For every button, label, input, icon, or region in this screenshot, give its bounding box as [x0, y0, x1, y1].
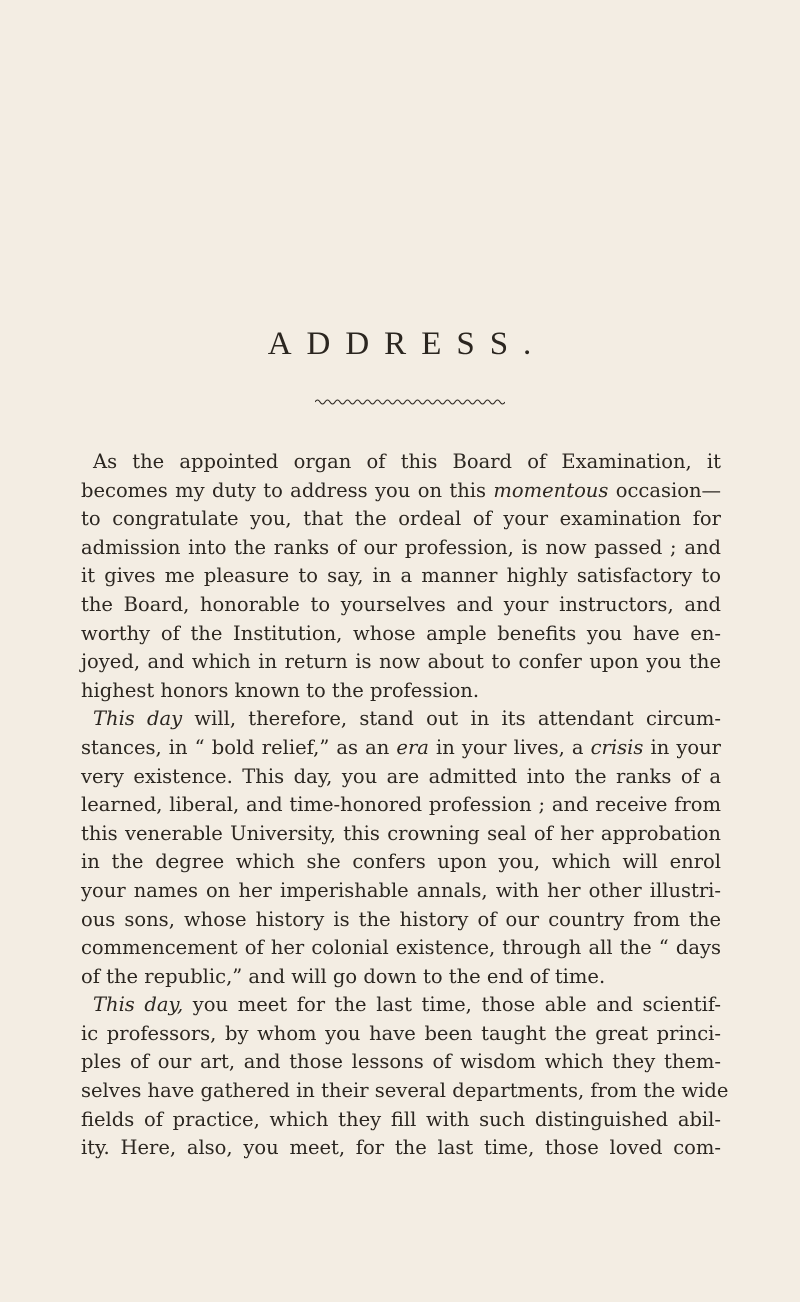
- text-line: [81, 877, 721, 906]
- text-segment: occasion—: [608, 478, 721, 502]
- text-segment: to congratulate you, that the ordeal of your examination for: [81, 507, 721, 531]
- paragraph: [81, 448, 721, 705]
- italic-text: era: [396, 735, 429, 759]
- italic-text: momentous: [493, 478, 609, 502]
- italic-text: This day,: [93, 993, 184, 1017]
- text-line: [81, 534, 721, 563]
- text-segment: admission into the ranks of our profession, is now passed ; and: [81, 535, 721, 559]
- text-line: [81, 1134, 721, 1163]
- wavy-rule-ornament: [315, 398, 505, 406]
- text-segment: ic professors, by whom you have been taught the great princi-: [81, 1021, 721, 1045]
- text-line: [81, 505, 721, 534]
- text-segment: As the appointed organ of this Board of Examination, it: [93, 450, 721, 473]
- text-segment: this venerable University, this crowning seal of her approbation: [81, 821, 721, 845]
- text-segment: your names on her imperishable annals, with her other illustri-: [81, 878, 721, 902]
- text-line: [81, 648, 721, 677]
- text-segment: commencement of her colonial existence, through all the “ days: [81, 936, 721, 960]
- text-segment: of the republic,” and will go down to the end of time.: [81, 964, 606, 988]
- text-line: [81, 448, 721, 477]
- text-line: [81, 991, 721, 1020]
- text-segment: fields of practice, which they fill with such distinguished abil-: [81, 1107, 721, 1131]
- text-segment: stances, in “ bold relief,” as an: [81, 735, 397, 759]
- text-line: [81, 1048, 721, 1077]
- page-title: ADDRESS.: [267, 326, 547, 362]
- paragraph: [81, 705, 721, 991]
- text-line: [81, 763, 721, 792]
- text-line: [81, 820, 721, 849]
- text-segment: will, therefore, stand out in its attendant circum-: [182, 707, 721, 731]
- text-line: [81, 1077, 729, 1106]
- text-line: [81, 477, 721, 506]
- text-line: [81, 1020, 721, 1049]
- text-segment: ity. Here, also, you meet, for the last time, those loved com-: [81, 1136, 721, 1160]
- text-line: [81, 620, 721, 649]
- text-segment: highest honors known to the profession.: [81, 678, 480, 702]
- address-body-text: [81, 448, 729, 1163]
- text-line: [81, 963, 721, 992]
- text-segment: in your: [643, 735, 721, 759]
- text-segment: the Board, honorable to yourselves and your instructors, and: [81, 592, 721, 616]
- text-line: [81, 677, 721, 706]
- text-line: [81, 705, 721, 734]
- text-line: [81, 934, 721, 963]
- text-line: [81, 562, 721, 591]
- text-line: [81, 1106, 721, 1135]
- text-segment: selves have gathered in their several departments, from the wide: [81, 1079, 729, 1103]
- text-segment: ous sons, whose history is the history of our country from the: [81, 907, 721, 931]
- text-segment: you meet for the last time, those able and scientif-: [183, 993, 721, 1017]
- text-line: [81, 906, 721, 935]
- text-segment: in your lives, a: [428, 735, 591, 759]
- text-line: [81, 734, 721, 763]
- text-line: [81, 591, 721, 620]
- paragraph: [81, 991, 729, 1163]
- text-line: [81, 791, 721, 820]
- text-segment: learned, liberal, and time-honored profession ; and receive from: [81, 793, 721, 817]
- text-segment: becomes my duty to address you on this: [81, 478, 494, 502]
- text-segment: ples of our art, and those lessons of wisdom which they them-: [81, 1050, 721, 1074]
- text-segment: in the degree which she confers upon you, which will enrol: [81, 850, 721, 874]
- text-line: [81, 848, 721, 877]
- italic-text: This day: [93, 707, 183, 731]
- text-segment: worthy of the Institution, whose ample benefits you have en-: [81, 621, 721, 645]
- text-segment: joyed, and which in return is now about to confer upon you the: [81, 650, 721, 674]
- text-segment: very existence. This day, you are admitted into the ranks of a: [81, 764, 721, 788]
- text-segment: it gives me pleasure to say, in a manner highly satisfactory to: [81, 564, 721, 588]
- italic-text: crisis: [590, 735, 644, 759]
